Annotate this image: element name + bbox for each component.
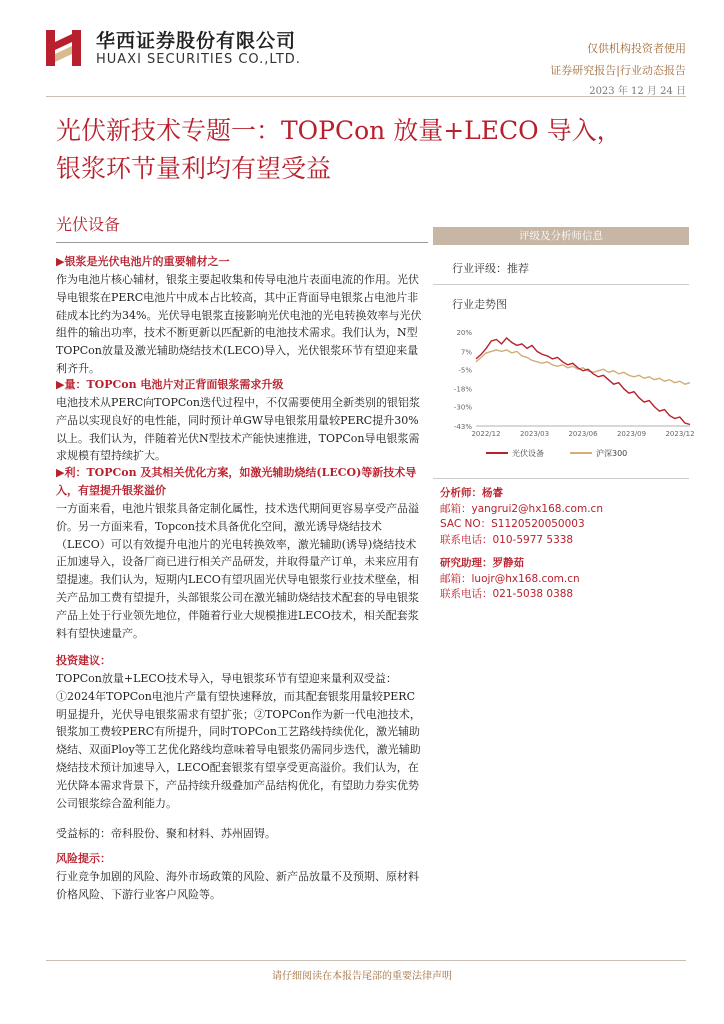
section-heading-silver-paste: ▶银浆是光伏电池片的重要辅材之一: [56, 255, 230, 268]
huaxi-h-logo-icon: [46, 28, 84, 66]
legend-label: 沪深300: [596, 449, 628, 458]
rating-divider: [433, 284, 689, 285]
report-date: 2023 年 12 月 24 日: [589, 86, 686, 97]
y-tick-label: -5%: [458, 366, 472, 375]
legal-notice: 请仔细阅读在本报告尾部的重要法律声明: [272, 971, 452, 982]
title-line-2: 银浆环节量利均有望受益: [56, 154, 332, 183]
analyst-email[interactable]: 邮箱：yangrui2@hx168.com.cn: [440, 502, 603, 515]
rating-panel-title: 评级及分析师信息: [433, 227, 689, 245]
sector-divider: [56, 242, 428, 243]
y-tick-label: 20%: [456, 329, 472, 337]
assistant-email[interactable]: 邮箱：luojr@hx168.com.cn: [440, 572, 580, 585]
x-tick-label: 2023/12: [665, 430, 695, 438]
analyst-phone: 联系电话：010-5977 5338: [440, 533, 574, 546]
assistant-info: [440, 556, 580, 603]
section-text-silver-paste: 作为电池片核心辅材，银浆主要起收集和传导电池片表面电流的作用。光伏导电银浆在PERC电池片中成本占比较高，其中正背面导电银浆占电池片非硅成本比约为34%。光伏导电银浆直接影响光伏电池的光电转换效率与光伏组件的输出功率，技术不断更新以匹配新的电池技术需求。我们认为，N型TOPCon放量及激光辅助烧结技术(LECO)导入，光伏银浆环节有望迎来量利齐升。: [56, 273, 422, 375]
beneficiary-stocks: 受益标的：帝科股份、聚和材料、苏州固锝。: [56, 827, 276, 840]
assistant-phone: 联系电话：021-5038 0388: [440, 588, 574, 600]
section-text-volume: 电池技术从PERC向TOPCon迭代过程中，不仅需要使用全新类别的银铝浆产品以实现良好的电性能，同时预计单GW导电银浆用量较PERC提升30%以上。我们认为，伴随着光伏N型技术产能快速推进，TOPCon导电银浆需求规模有望持续扩大。: [56, 396, 421, 463]
y-tick-label: -18%: [453, 385, 472, 394]
x-tick-label: 2022/12: [471, 430, 501, 438]
rating-panel: [433, 227, 689, 245]
section-text-risk: 行业竞争加剧的风险、海外市场政策的风险、新产品放量不及预期、原材料价格风险、下游行业客户风险等。: [56, 870, 419, 901]
y-tick-label: 7%: [460, 348, 472, 357]
company-name-cn: 华西证券股份有限公司: [96, 30, 297, 52]
report-title: [56, 112, 676, 188]
section-heading-volume: ▶量：TOPCon 电池片对正背面银浆需求升级: [56, 378, 284, 391]
trend-chart-label: 行业走势图: [452, 298, 507, 311]
analyst-info: [440, 486, 603, 548]
legend-label: 光伏设备: [512, 449, 544, 458]
series-line: [476, 350, 690, 384]
section-heading-risk: 风险提示：: [56, 852, 111, 865]
industry-rating: 行业评级：推荐: [452, 262, 529, 275]
section-text-investment: TOPCon放量+LECO技术导入，导电银浆环节有望迎来量利双受益：①2024年TOPCon电池片产量有望快速释放，而其配套银浆用量较PERC明显提升，光伏导电银浆需求有望扩张；②TOPCon作为新一代电池技术，银浆加工费较PERC有所提升，同时TOPCon工艺路线持续优化，激光辅助烧结、双面Ploy等工艺优化路线均意味着导电银浆仍需同步迭代，激光辅助烧结技术预计加速导入，LECO配套银浆有望享受更高溢价。我们认为，在光伏降本需求背景下，产品持续升级叠加产品结构优化，有望助力券实优势公司银浆综合盈利能力。: [56, 672, 421, 810]
report-type: 证券研究报告|行业动态报告: [550, 64, 686, 77]
company-name-en: HUAXI SECURITIES CO.,LTD.: [96, 52, 301, 67]
sector-label: 光伏设备: [56, 215, 121, 234]
header-divider: [46, 96, 686, 97]
assistant-name: 研究助理：罗静茹: [440, 557, 524, 569]
x-tick-label: 2023/06: [568, 430, 598, 438]
title-line-1: 光伏新技术专题一：TOPCon 放量+LECO 导入，: [56, 116, 622, 145]
y-tick-label: -30%: [453, 403, 472, 412]
section-heading-investment: 投资建议：: [56, 654, 111, 667]
x-tick-label: 2023/03: [519, 430, 550, 438]
footer-divider: [46, 960, 686, 961]
chart-divider: [433, 478, 689, 479]
analyst-sac: SAC NO：S1120520050003: [440, 518, 585, 530]
x-tick-label: 2023/09: [616, 430, 647, 438]
audience-note: 仅供机构投资者使用: [587, 42, 686, 55]
y-tick-label: -43%: [453, 423, 472, 431]
analyst-name: 分析师：杨睿: [440, 487, 503, 499]
section-text-profit: 一方面来看，电池片银浆具备定制化属性，技术迭代期间更容易享受产品溢价。另一方面来看，Topcon技术具备优化空间，激光诱导烧结技术（LECO）可以有效提升电池片的光电转换效率，激光辅助(诱导)烧结技术正加速导入，设备厂商已进行相关产品研发，并取得量产订单，未来应用有望提速。我们认为，短期内LECO有望巩固光伏导电银浆行业技术壁垒，相关产品加工费有望提升，头部银浆公司在激光辅助烧结技术配套的导电银浆产品上处于行业领先地位，伴随着行业大规模推进LECO技术，相关配套浆料有望快速量产。: [56, 502, 419, 640]
section-heading-profit: ▶利：TOPCon 及其相关优化方案，如激光辅助烧结(LECO)等新技术导入，有望提升银浆溢价: [56, 466, 417, 497]
industry-trend-chart: [440, 322, 696, 470]
